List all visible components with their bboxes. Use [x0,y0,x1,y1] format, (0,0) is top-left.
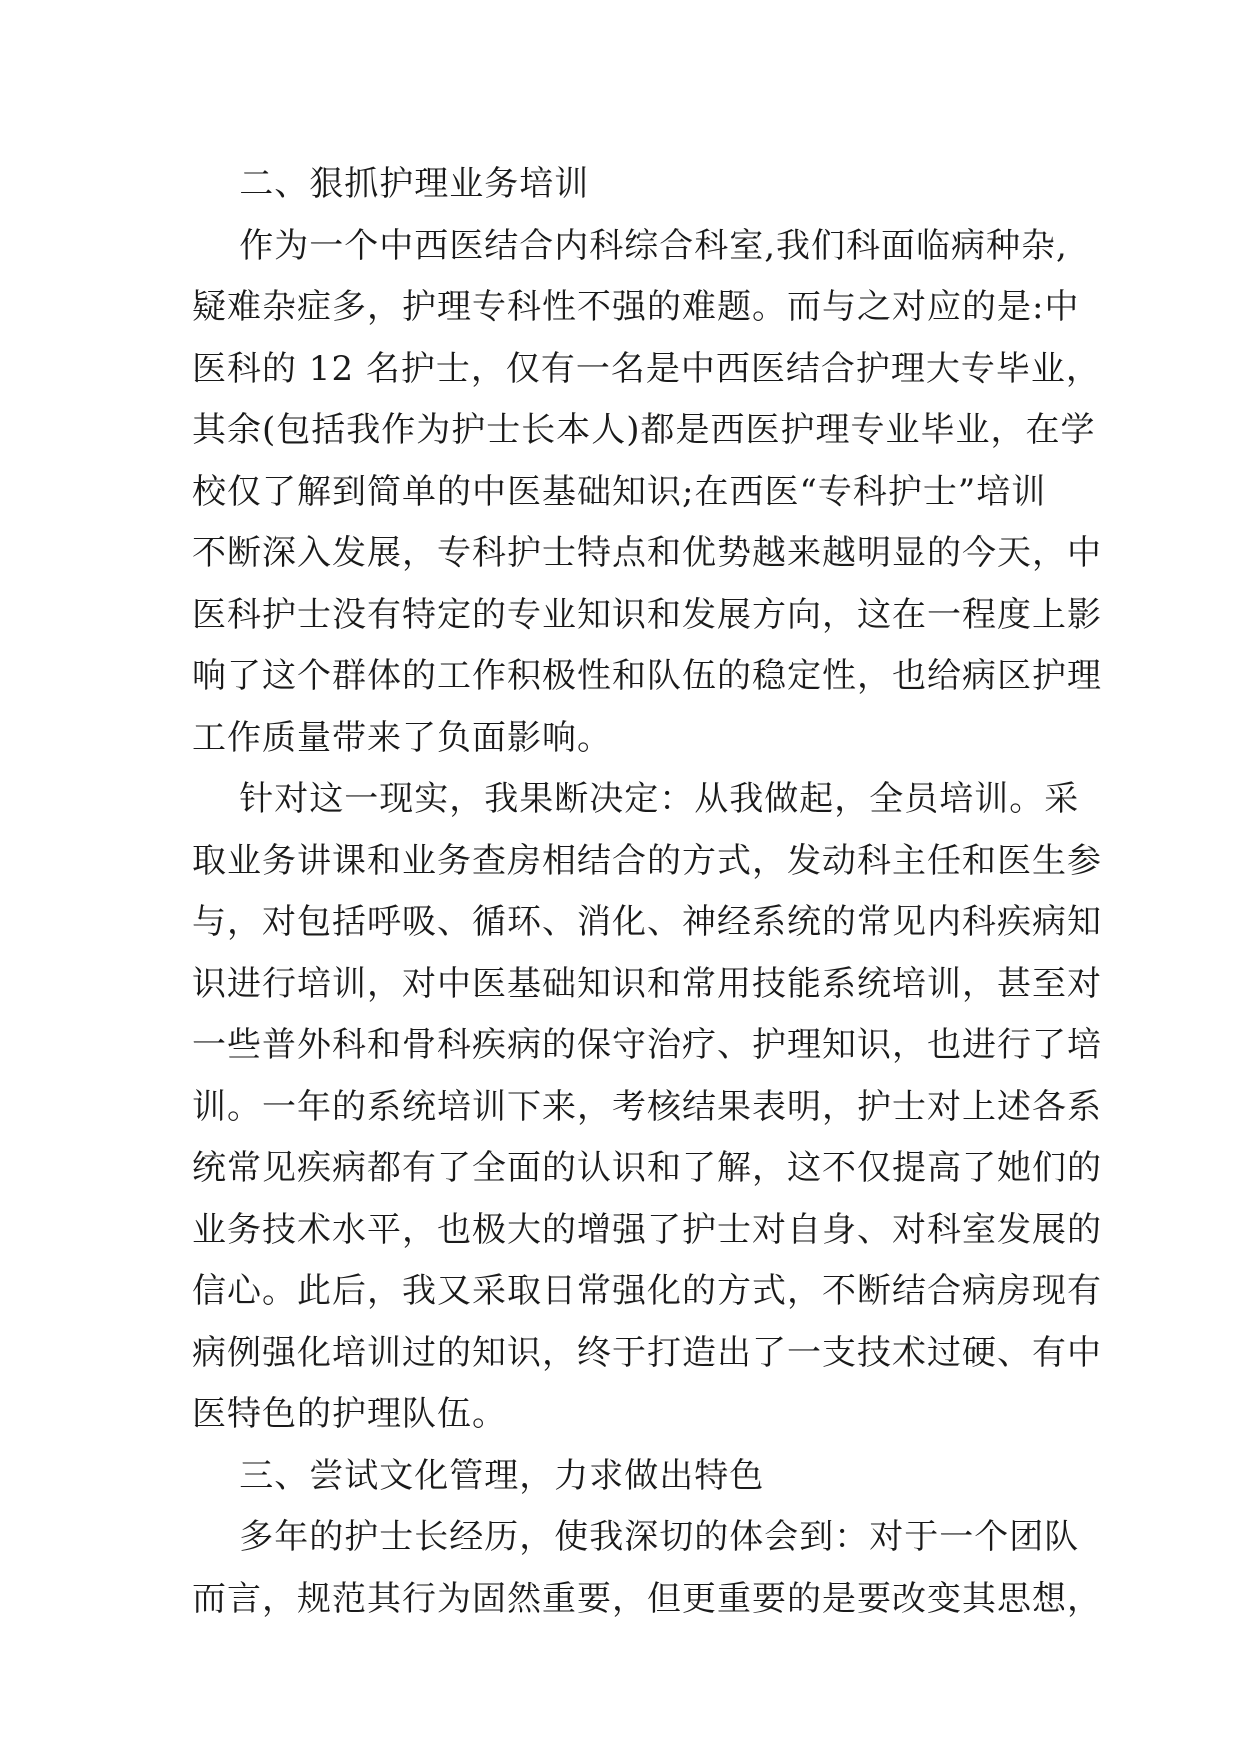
text-line: 不断深入发展，专科护士特点和优势越来越明显的今天，中 [192,533,1102,573]
text-line: 识进行培训，对中医基础知识和常用技能系统培训，甚至对 [192,963,1102,1004]
text-line: 训。一年的系统培训下来，考核结果表明，护士对上述各系 [192,1086,1102,1127]
text-line: 多年的护士长经历，使我深切的体会到：对于一个团队 [192,1517,1080,1557]
text-line: 与，对包括呼吸、循环、消化、神经系统的常见内科疾病知 [192,902,1102,942]
document-body [192,154,1102,1630]
text-line: 医科的 12 名护士，仅有一名是中西医结合护理大专毕业， [192,348,1101,389]
text-line: 校仅了解到简单的中医基础知识;在西医“专科护士”培训 [192,471,1047,512]
text-line: 响了这个群体的工作积极性和队伍的稳定性，也给病区护理 [192,656,1102,696]
text-line: 业务技术水平，也极大的增强了护士对自身、对科室发展的 [192,1209,1102,1250]
text-line: 信心。此后，我又采取日常强化的方式，不断结合病房现有 [192,1271,1102,1311]
text-line: 病例强化培训过的知识，终于打造出了一支技术过硬、有中 [192,1332,1102,1373]
text-line: 一些普外科和骨科疾病的保守治疗、护理知识，也进行了培 [192,1025,1102,1065]
text-line: 统常见疾病都有了全面的认识和了解，这不仅提高了她们的 [192,1148,1102,1188]
section-heading: 二、狠抓护理业务培训 [192,164,590,204]
text-line: 其余(包括我作为护士长本人)都是西医护理专业毕业，在学 [192,410,1096,450]
text-line: 而言，规范其行为固然重要，但更重要的是要改变其思想， [192,1578,1102,1619]
text-line: 疑难杂症多，护理专科性不强的难题。而与之对应的是:中 [192,287,1080,327]
section-heading: 三、尝试文化管理，力求做出特色 [192,1455,765,1496]
text-line: 作为一个中西医结合内科综合科室,我们科面临病种杂, [192,225,1068,266]
text-line: 取业务讲课和业务查房相结合的方式，发动科主任和医生参 [192,840,1102,881]
text-line: 医特色的护理队伍。 [192,1394,507,1434]
text-line: 针对这一现实，我果断决定：从我做起，全员培训。采 [192,779,1080,819]
text-line: 医科护士没有特定的专业知识和发展方向，这在一程度上影 [192,594,1102,635]
text-line: 工作质量带来了负面影响。 [192,717,612,758]
